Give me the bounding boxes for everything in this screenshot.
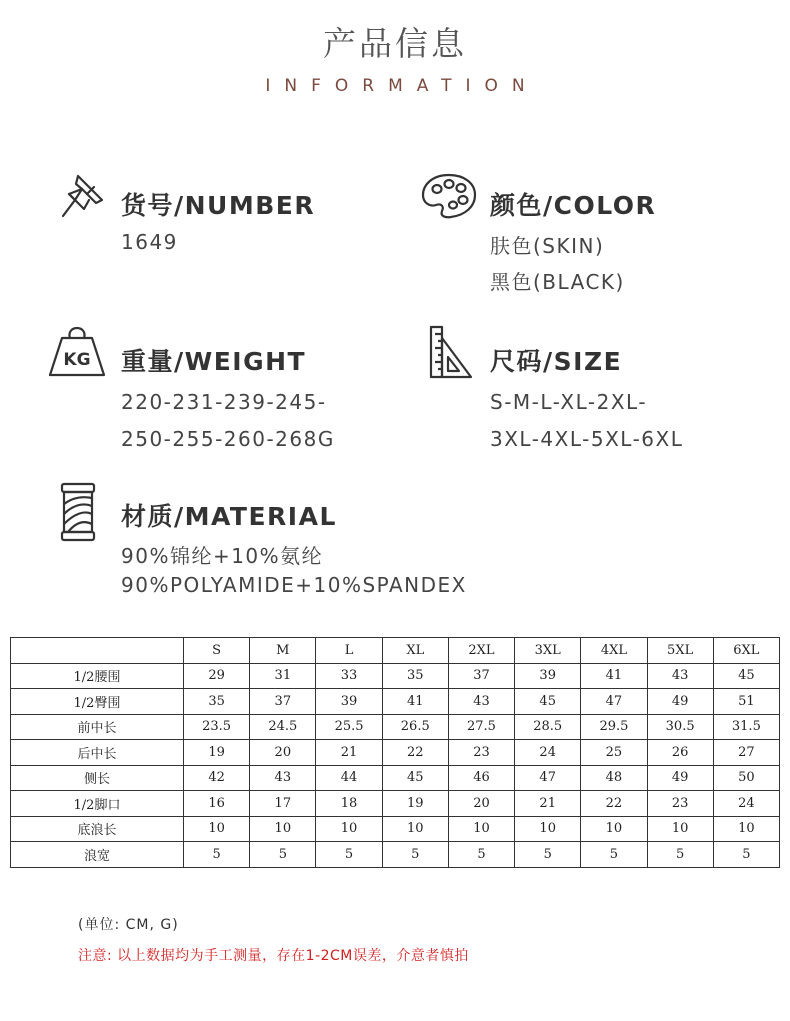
table-cell: 31.5 — [713, 714, 779, 740]
table-header-cell: M — [250, 638, 316, 664]
table-header-cell: L — [316, 638, 382, 664]
table-cell: 49 — [647, 765, 713, 791]
table-header-cell: 4XL — [581, 638, 647, 664]
table-cell: 10 — [448, 816, 514, 842]
table-cell: 10 — [382, 816, 448, 842]
table-cell: 21 — [515, 791, 581, 817]
table-cell: 39 — [316, 689, 382, 715]
table-cell: 20 — [250, 740, 316, 766]
table-row — [11, 740, 780, 766]
table-cell: 5 — [316, 842, 382, 868]
table-cell: 43 — [250, 765, 316, 791]
table-cell: 21 — [316, 740, 382, 766]
table-cell: 26 — [647, 740, 713, 766]
size-table — [10, 637, 780, 868]
table-cell: 50 — [713, 765, 779, 791]
table-cell: 27.5 — [448, 714, 514, 740]
table-row — [11, 791, 780, 817]
table-cell: 33 — [316, 663, 382, 689]
table-row — [11, 663, 780, 689]
table-cell: 18 — [316, 791, 382, 817]
table-row — [11, 689, 780, 715]
table-cell: 22 — [382, 740, 448, 766]
table-cell: 51 — [713, 689, 779, 715]
table-cell: 10 — [647, 816, 713, 842]
table-cell: 39 — [515, 663, 581, 689]
table-cell: 35 — [184, 689, 250, 715]
table-cell: 20 — [448, 791, 514, 817]
table-cell: 24.5 — [250, 714, 316, 740]
pushpin-icon — [58, 170, 110, 222]
table-header-cell: 6XL — [713, 638, 779, 664]
table-cell: 24 — [515, 740, 581, 766]
table-cell: 22 — [581, 791, 647, 817]
table-row — [11, 765, 780, 791]
table-cell: 44 — [316, 765, 382, 791]
table-cell: 49 — [647, 689, 713, 715]
table-row-label: 后中长 — [11, 740, 184, 766]
table-header-cell: 2XL — [448, 638, 514, 664]
table-row — [11, 842, 780, 868]
table-cell: 5 — [250, 842, 316, 868]
number-value: 1649 — [121, 230, 178, 254]
table-cell: 31 — [250, 663, 316, 689]
table-cell: 37 — [250, 689, 316, 715]
table-cell: 35 — [382, 663, 448, 689]
table-cell: 19 — [184, 740, 250, 766]
table-cell: 24 — [713, 791, 779, 817]
table-cell: 27 — [713, 740, 779, 766]
table-body — [11, 663, 780, 867]
table-row — [11, 714, 780, 740]
material-value-1: 90%锦纶+10%氨纶 — [121, 544, 324, 568]
table-cell: 26.5 — [382, 714, 448, 740]
page-subtitle: INFORMATION — [265, 76, 539, 96]
color-value-1: 肤色(SKIN) — [490, 234, 605, 258]
table-cell: 5 — [647, 842, 713, 868]
table-cell: 19 — [382, 791, 448, 817]
table-cell: 28.5 — [515, 714, 581, 740]
table-cell: 10 — [581, 816, 647, 842]
table-row-label: 前中长 — [11, 714, 184, 740]
table-cell: 45 — [382, 765, 448, 791]
table-cell: 10 — [250, 816, 316, 842]
table-header-cell: 5XL — [647, 638, 713, 664]
table-cell: 25.5 — [316, 714, 382, 740]
unit-note: (单位: CM, G) — [78, 917, 179, 933]
measurement-warning: 注意: 以上数据均为手工测量，存在1-2CM误差，介意者慎拍 — [78, 948, 469, 964]
table-header-cell: S — [184, 638, 250, 664]
weight-value-1: 220-231-239-245- — [121, 390, 327, 414]
table-cell: 29 — [184, 663, 250, 689]
table-row-label: 1/2臀围 — [11, 689, 184, 715]
ruler-triangle-icon — [428, 324, 474, 380]
table-cell: 25 — [581, 740, 647, 766]
weight-heading: 重量/WEIGHT — [121, 347, 307, 376]
table-cell: 5 — [713, 842, 779, 868]
table-row-label: 浪宽 — [11, 842, 184, 868]
svg-text:KG: KG — [63, 350, 91, 370]
color-value-2: 黑色(BLACK) — [490, 270, 625, 294]
table-cell: 46 — [448, 765, 514, 791]
table-cell: 5 — [581, 842, 647, 868]
table-cell: 41 — [581, 663, 647, 689]
table-cell: 10 — [515, 816, 581, 842]
size-value-1: S-M-L-XL-2XL- — [490, 390, 648, 414]
table-cell: 37 — [448, 663, 514, 689]
table-header-cell — [11, 638, 184, 664]
table-cell: 10 — [184, 816, 250, 842]
material-value-2: 90%POLYAMIDE+10%SPANDEX — [121, 573, 467, 597]
color-heading: 颜色/COLOR — [490, 191, 657, 220]
size-heading: 尺码/SIZE — [490, 347, 623, 376]
table-cell: 5 — [184, 842, 250, 868]
table-cell: 5 — [382, 842, 448, 868]
table-cell: 41 — [382, 689, 448, 715]
table-cell: 10 — [316, 816, 382, 842]
table-cell: 23 — [647, 791, 713, 817]
table-cell: 17 — [250, 791, 316, 817]
table-row-label: 底浪长 — [11, 816, 184, 842]
table-cell: 48 — [581, 765, 647, 791]
table-cell: 23.5 — [184, 714, 250, 740]
kg-weight-icon — [46, 326, 108, 378]
table-cell: 47 — [581, 689, 647, 715]
table-row-label: 1/2腰围 — [11, 663, 184, 689]
page-title: 产品信息 — [323, 24, 467, 63]
table-row-label: 侧长 — [11, 765, 184, 791]
table-header-cell: 3XL — [515, 638, 581, 664]
table-header-row — [11, 638, 780, 664]
table-cell: 47 — [515, 765, 581, 791]
size-value-2: 3XL-4XL-5XL-6XL — [490, 427, 684, 451]
table-cell: 5 — [448, 842, 514, 868]
table-row — [11, 816, 780, 842]
table-cell: 42 — [184, 765, 250, 791]
table-cell: 5 — [515, 842, 581, 868]
material-heading: 材质/MATERIAL — [121, 502, 337, 531]
table-cell: 43 — [647, 663, 713, 689]
table-cell: 10 — [713, 816, 779, 842]
table-cell: 45 — [713, 663, 779, 689]
palette-icon — [420, 172, 478, 220]
yarn-spool-icon — [58, 482, 98, 542]
table-cell: 43 — [448, 689, 514, 715]
table-cell: 23 — [448, 740, 514, 766]
weight-value-2: 250-255-260-268G — [121, 427, 335, 451]
table-row-label: 1/2脚口 — [11, 791, 184, 817]
table-cell: 30.5 — [647, 714, 713, 740]
number-heading: 货号/NUMBER — [121, 191, 316, 220]
table-cell: 29.5 — [581, 714, 647, 740]
table-header-cell: XL — [382, 638, 448, 664]
table-cell: 45 — [515, 689, 581, 715]
table-cell: 16 — [184, 791, 250, 817]
